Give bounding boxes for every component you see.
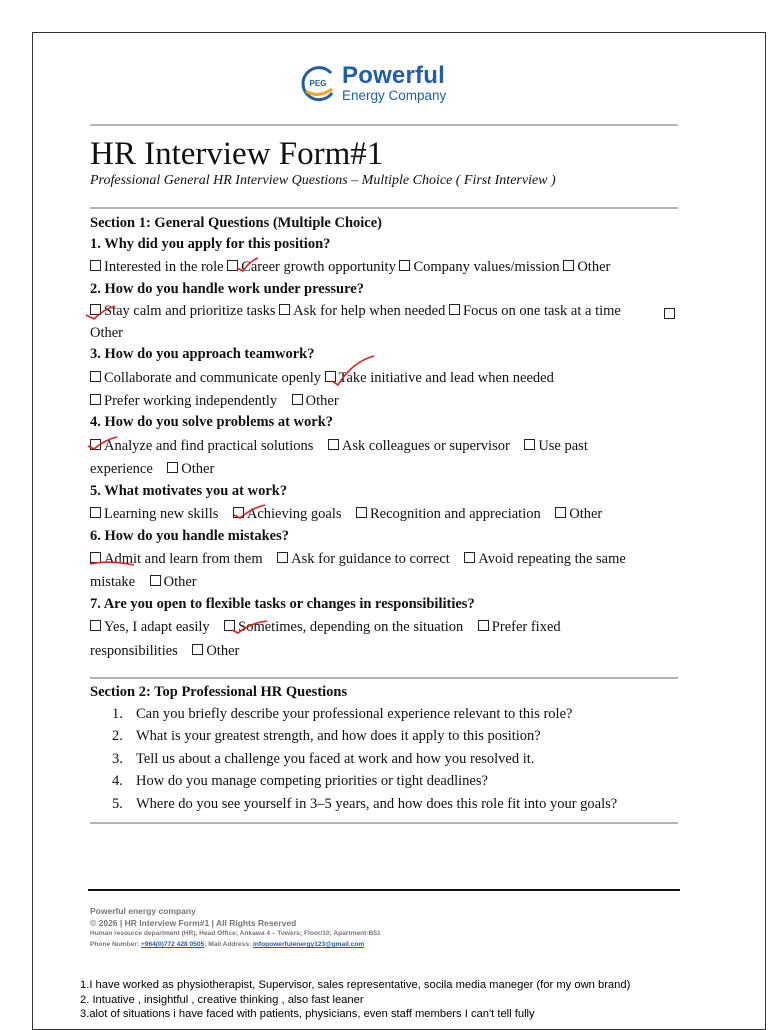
option-label: Other: [305, 393, 339, 409]
checkbox-checked[interactable]: [90, 439, 101, 450]
divider-rule: [90, 822, 678, 824]
checkbox[interactable]: [150, 575, 161, 586]
q1-options: [90, 259, 610, 276]
option-label: Ask colleagues or supervisor: [341, 438, 510, 454]
q6-options-cont: [90, 574, 197, 591]
option-label: Interested in the role: [104, 259, 224, 275]
logo-abbr: PEG: [309, 79, 327, 88]
option-label: Use past: [538, 438, 588, 454]
option-label: Collaborate and communicate openly: [104, 370, 322, 386]
checkbox[interactable]: [277, 552, 288, 563]
footer-company: Powerful energy company: [90, 906, 196, 916]
checkbox[interactable]: [555, 507, 566, 518]
footer-copyright: © 2026 | HR Interview Form#1 | All Rights Reserved: [90, 918, 297, 928]
checkbox[interactable]: [478, 620, 489, 631]
checkbox[interactable]: [292, 394, 303, 405]
checkbox[interactable]: [356, 507, 367, 518]
checkbox[interactable]: [328, 439, 339, 450]
logo-name: Powerful: [342, 61, 445, 89]
checkbox[interactable]: [90, 507, 101, 518]
company-logo: [298, 58, 446, 108]
checkbox[interactable]: [192, 644, 203, 655]
hr-question-list: [112, 703, 617, 815]
peg-logo-icon: [298, 63, 338, 103]
q3-question: 3. How do you approach teamwork?: [90, 346, 315, 362]
option-label: Sometimes, depending on the situation: [238, 619, 464, 635]
checkbox[interactable]: [90, 394, 101, 405]
option-label: Company values/mission: [413, 259, 560, 275]
option-label: mistake: [90, 574, 136, 590]
q6-question: 6. How do you handle mistakes?: [90, 528, 290, 544]
list-item: 5. Where do you see yourself in 3–5 years, and how does this role fit into your goals?: [112, 795, 618, 812]
email-link[interactable]: infopowerfulenergy123@gmail.com: [253, 941, 365, 948]
option-label: Prefer fixed: [491, 619, 561, 635]
checkbox-checked[interactable]: [224, 620, 235, 631]
option-label: Other: [163, 574, 197, 590]
divider-rule: [90, 677, 678, 679]
checkbox-checked[interactable]: [233, 507, 244, 518]
option-label: Learning new skills: [104, 506, 219, 522]
q4-options: [90, 438, 588, 455]
option-label: Other: [206, 643, 240, 659]
option-label: Stay calm and prioritize tasks: [104, 303, 276, 319]
checkbox[interactable]: [664, 308, 675, 319]
q3-options: [90, 370, 554, 387]
form-subtitle: Professional General HR Interview Questions – Multiple Choice ( First Interview ): [90, 173, 556, 188]
checkbox[interactable]: [399, 260, 410, 271]
option-label: Ask for guidance to correct: [291, 551, 450, 567]
checkbox-checked[interactable]: [90, 304, 101, 315]
q6-options: [90, 551, 626, 568]
q3-options-cont: [90, 393, 339, 410]
answer-line: 3.alot of situations i have faced with patients, physicians, even staff members I can't tell fully: [80, 1008, 535, 1020]
q1-question: 1. Why did you apply for this position?: [90, 236, 331, 252]
list-item: 1. Can you briefly describe your professional experience relevant to this role?: [112, 706, 573, 722]
divider-rule: [90, 207, 678, 209]
option-label: Other: [569, 506, 603, 522]
checkbox[interactable]: [279, 304, 290, 315]
checkbox-checked[interactable]: [325, 371, 336, 382]
option-label: Admit and learn from them: [104, 551, 263, 567]
section2-heading: Section 2: Top Professional HR Questions: [90, 684, 348, 700]
header-rule: [90, 124, 678, 126]
option-label: Analyze and find practical solutions: [104, 438, 314, 454]
option-label: Achieving goals: [246, 506, 342, 522]
option-label: Other: [577, 259, 611, 275]
q5-options: [90, 506, 602, 523]
q7-options-cont: [90, 643, 239, 660]
option-label: Avoid repeating the same: [478, 551, 626, 567]
option-label: Ask for help when needed: [293, 303, 446, 319]
q7-options: [90, 619, 561, 636]
footer-rule: [88, 889, 680, 891]
checkbox[interactable]: [90, 371, 101, 382]
option-label: Prefer working independently: [104, 393, 278, 409]
list-item: 4. How do you manage competing priorities or tight deadlines?: [112, 773, 488, 790]
list-item: 2. What is your greatest strength, and how does it apply to this position?: [112, 728, 541, 745]
checkbox-checked[interactable]: [227, 260, 238, 271]
form-title: HR Interview Form#1: [90, 136, 384, 172]
checkbox-checked[interactable]: [90, 552, 101, 563]
answer-line: 2. Intuative , insightful , creative thinking , also fast leaner: [80, 994, 364, 1006]
option-label: Recognition and appreciation: [370, 506, 541, 522]
option-label: Yes, I adapt easily: [104, 619, 210, 635]
option-label: Other: [181, 461, 215, 477]
footer-address: Human resource department (HR), Head Office; Ankawa 4 – Towers; Floor/10; Apartment-B51: [90, 930, 381, 937]
q4-question: 4. How do you solve problems at work?: [90, 414, 334, 430]
checkbox[interactable]: [167, 462, 178, 473]
section1-heading: Section 1: General Questions (Multiple Choice): [90, 215, 382, 231]
checkbox[interactable]: [90, 260, 101, 271]
q5-question: 5. What motivates you at work?: [90, 483, 288, 499]
option-label: experience: [90, 461, 153, 477]
checkbox[interactable]: [464, 552, 475, 563]
option-label: Other: [90, 325, 124, 341]
q4-options-cont: [90, 461, 214, 478]
footer-contact: Phone Number: +964(0)772 428 0505; Mail Address: infopowerfulenergy123@gmail.com: [90, 941, 365, 948]
answer-line: 1.I have worked as physiotherapist, Supervisor, sales representative, socila media maneger (for my own brand): [80, 979, 631, 991]
option-label: responsibilities: [90, 643, 178, 659]
logo-subtitle: Energy Company: [342, 87, 447, 103]
checkbox[interactable]: [563, 260, 574, 271]
checkbox[interactable]: [524, 439, 535, 450]
q2-options: [90, 303, 621, 320]
q7-question: 7. Are you open to flexible tasks or changes in responsibilities?: [90, 596, 475, 612]
q2-question: 2. How do you handle work under pressure?: [90, 281, 364, 297]
option-label: Take initiative and lead when needed: [338, 370, 554, 386]
checkbox[interactable]: [90, 620, 101, 631]
option-label: Focus on one task at a time: [463, 303, 621, 319]
list-item: 3. Tell us about a challenge you faced at work and how you resolved it.: [112, 750, 535, 767]
option-label: Career growth opportunity: [241, 259, 396, 275]
checkbox[interactable]: [449, 304, 460, 315]
phone-link[interactable]: +964(0)772 428 0505: [140, 941, 205, 948]
